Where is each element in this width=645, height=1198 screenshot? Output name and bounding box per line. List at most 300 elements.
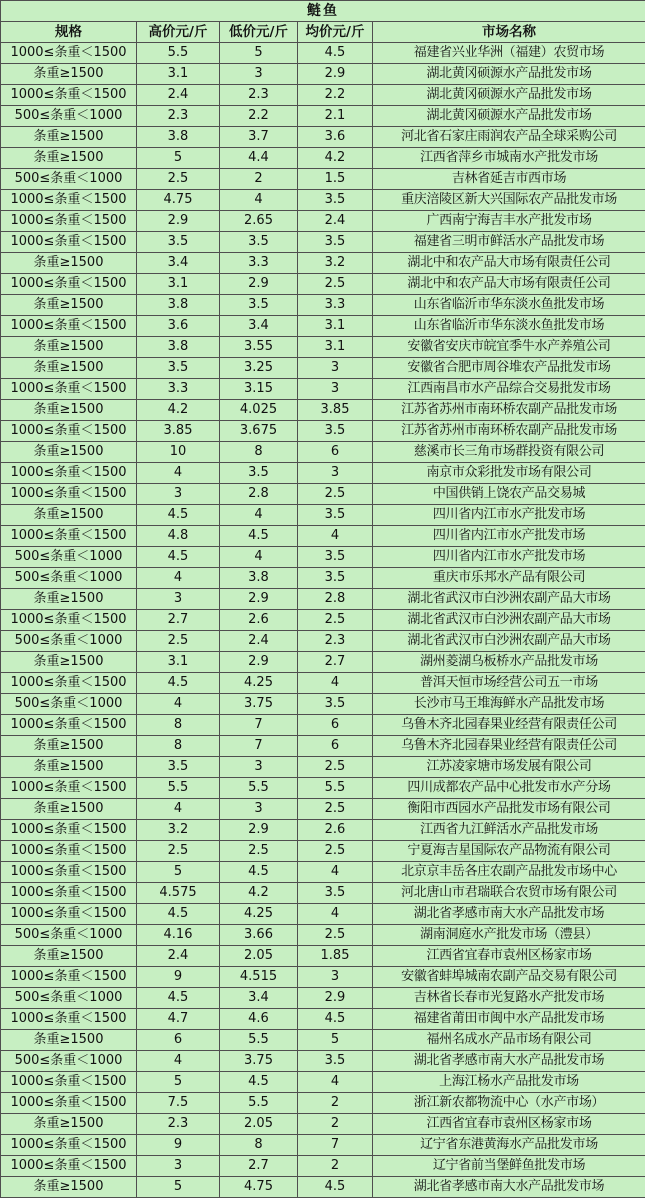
cell-high-price: 2.3 [137,106,220,127]
cell-spec: 1000≤条重＜1500 [1,967,137,988]
table-row [1,652,645,673]
cell-spec: 条重≥1500 [1,1114,137,1135]
cell-spec: 条重≥1500 [1,505,137,526]
cell-avg-price: 3.5 [298,190,373,211]
cell-avg-price: 2 [298,1156,373,1177]
cell-spec: 条重≥1500 [1,64,137,85]
cell-market-name: 江苏省苏州市南环桥农副产品批发市场 [373,421,645,442]
table-row [1,946,645,967]
cell-avg-price: 1.85 [298,946,373,967]
cell-high-price: 4.5 [137,988,220,1009]
cell-low-price: 3.55 [220,337,298,358]
cell-avg-price: 3.2 [298,253,373,274]
cell-avg-price: 3.5 [298,505,373,526]
cell-low-price: 2.3 [220,85,298,106]
cell-spec: 1000≤条重＜1500 [1,484,137,505]
cell-market-name: 安徽省合肥市周谷堆农产品批发市场 [373,358,645,379]
table-row [1,106,645,127]
cell-avg-price: 2.1 [298,106,373,127]
cell-spec: 1000≤条重＜1500 [1,232,137,253]
table-row [1,1177,645,1198]
header-spec: 规格 [1,22,137,43]
cell-low-price: 2.5 [220,841,298,862]
cell-avg-price: 3.5 [298,1051,373,1072]
cell-high-price: 5 [137,862,220,883]
cell-avg-price: 4.5 [298,1177,373,1198]
cell-avg-price: 6 [298,442,373,463]
cell-spec: 条重≥1500 [1,253,137,274]
table-row [1,379,645,400]
cell-avg-price: 2.8 [298,589,373,610]
cell-market-name: 湖北中和农产品大市场有限责任公司 [373,274,645,295]
table-row [1,778,645,799]
cell-spec: 1000≤条重＜1500 [1,190,137,211]
table-row [1,841,645,862]
table-row [1,463,645,484]
cell-spec: 条重≥1500 [1,589,137,610]
cell-avg-price: 3.5 [298,883,373,904]
cell-market-name: 河北唐山市君瑞联合农贸市场有限公司 [373,883,645,904]
cell-avg-price: 5 [298,1030,373,1051]
cell-spec: 500≤条重＜1000 [1,694,137,715]
cell-low-price: 7 [220,736,298,757]
cell-market-name: 湖北省孝感市南大水产品批发市场 [373,904,645,925]
cell-market-name: 上海江杨水产品批发市场 [373,1072,645,1093]
cell-low-price: 2.8 [220,484,298,505]
table-row [1,442,645,463]
cell-market-name: 吉林省延吉市西市场 [373,169,645,190]
title-row [1,1,645,22]
cell-market-name: 湖北黄冈硕源水产品批发市场 [373,85,645,106]
cell-avg-price: 2.5 [298,610,373,631]
cell-low-price: 2.2 [220,106,298,127]
cell-low-price: 2.4 [220,631,298,652]
cell-spec: 1000≤条重＜1500 [1,820,137,841]
table-row [1,295,645,316]
cell-market-name: 普洱天恒市场经营公司五一市场 [373,673,645,694]
cell-avg-price: 3.5 [298,547,373,568]
cell-market-name: 浙江新农都物流中心（水产市场） [373,1093,645,1114]
cell-spec: 500≤条重＜1000 [1,925,137,946]
cell-high-price: 5 [137,1177,220,1198]
cell-low-price: 2.9 [220,652,298,673]
cell-high-price: 9 [137,1135,220,1156]
cell-high-price: 3 [137,484,220,505]
cell-market-name: 衡阳市西园水产品批发市场有限公司 [373,799,645,820]
cell-avg-price: 5.5 [298,778,373,799]
cell-high-price: 3.8 [137,127,220,148]
cell-market-name: 四川成都农产品中心批发市水产分场 [373,778,645,799]
cell-market-name: 江西省萍乡市城南水产批发市场 [373,148,645,169]
table-row [1,43,645,64]
cell-low-price: 3.5 [220,463,298,484]
cell-spec: 1000≤条重＜1500 [1,904,137,925]
cell-spec: 1000≤条重＜1500 [1,778,137,799]
cell-high-price: 4 [137,463,220,484]
cell-market-name: 湖州菱湖乌板桥水产品批发市场 [373,652,645,673]
table-row [1,127,645,148]
cell-market-name: 福建省三明市鲜活水产品批发市场 [373,232,645,253]
cell-low-price: 2.7 [220,1156,298,1177]
cell-market-name: 四川省内江市水产批发市场 [373,547,645,568]
cell-high-price: 3.8 [137,337,220,358]
cell-market-name: 慈溪市长三角市场群投资有限公司 [373,442,645,463]
cell-spec: 1000≤条重＜1500 [1,1135,137,1156]
cell-high-price: 2.4 [137,946,220,967]
cell-avg-price: 4 [298,1072,373,1093]
cell-low-price: 5.5 [220,778,298,799]
cell-market-name: 广西南宁海吉丰水产批发市场 [373,211,645,232]
cell-market-name: 中国供销上饶农产品交易城 [373,484,645,505]
cell-low-price: 4.2 [220,883,298,904]
cell-spec: 500≤条重＜1000 [1,568,137,589]
cell-low-price: 3 [220,799,298,820]
cell-high-price: 3.8 [137,295,220,316]
cell-market-name: 湖北省武汉市白沙洲农副产品大市场 [373,589,645,610]
table-row [1,1093,645,1114]
cell-high-price: 7.5 [137,1093,220,1114]
cell-spec: 1000≤条重＜1500 [1,43,137,64]
cell-low-price: 3 [220,64,298,85]
cell-spec: 1000≤条重＜1500 [1,1093,137,1114]
cell-avg-price: 4 [298,526,373,547]
cell-high-price: 8 [137,736,220,757]
cell-spec: 条重≥1500 [1,358,137,379]
cell-market-name: 辽宁省东港黄海水产品批发市场 [373,1135,645,1156]
cell-low-price: 3.66 [220,925,298,946]
cell-high-price: 4.16 [137,925,220,946]
cell-high-price: 3.1 [137,274,220,295]
table-row [1,820,645,841]
cell-low-price: 7 [220,715,298,736]
cell-low-price: 3.3 [220,253,298,274]
cell-high-price: 2.3 [137,1114,220,1135]
cell-low-price: 3 [220,757,298,778]
cell-high-price: 4.5 [137,904,220,925]
table-row [1,190,645,211]
cell-market-name: 江西省九江鲜活水产品批发市场 [373,820,645,841]
table-row [1,400,645,421]
cell-high-price: 4.8 [137,526,220,547]
cell-avg-price: 4.5 [298,1009,373,1030]
cell-avg-price: 2.9 [298,988,373,1009]
table-row [1,862,645,883]
cell-avg-price: 1.5 [298,169,373,190]
table-row [1,253,645,274]
table-row [1,358,645,379]
cell-spec: 500≤条重＜1000 [1,169,137,190]
table-row [1,1072,645,1093]
cell-low-price: 3.75 [220,1051,298,1072]
cell-spec: 1000≤条重＜1500 [1,526,137,547]
cell-spec: 条重≥1500 [1,148,137,169]
cell-high-price: 4 [137,568,220,589]
cell-low-price: 4.515 [220,967,298,988]
cell-high-price: 5 [137,148,220,169]
cell-high-price: 4 [137,799,220,820]
table-row [1,64,645,85]
cell-spec: 条重≥1500 [1,799,137,820]
cell-high-price: 6 [137,1030,220,1051]
cell-low-price: 3.75 [220,694,298,715]
table-row [1,505,645,526]
cell-market-name: 福建省兴业华洲（福建）农贸市场 [373,43,645,64]
cell-high-price: 3 [137,1156,220,1177]
cell-market-name: 乌鲁木齐北园春果业经营有限责任公司 [373,715,645,736]
cell-market-name: 安徽省蚌埠城南农副产品交易有限公司 [373,967,645,988]
cell-market-name: 湖北省孝感市南大水产品批发市场 [373,1051,645,1072]
table-row [1,1051,645,1072]
cell-low-price: 4.25 [220,904,298,925]
cell-low-price: 3.7 [220,127,298,148]
table-row [1,232,645,253]
cell-high-price: 2.5 [137,631,220,652]
table-row [1,799,645,820]
cell-high-price: 5 [137,1072,220,1093]
cell-spec: 条重≥1500 [1,337,137,358]
cell-avg-price: 2.5 [298,484,373,505]
cell-avg-price: 3.1 [298,337,373,358]
table-row [1,316,645,337]
cell-avg-price: 3 [298,379,373,400]
header-market-name: 市场名称 [373,22,645,43]
cell-high-price: 4.2 [137,400,220,421]
table-row [1,1114,645,1135]
cell-high-price: 3.85 [137,421,220,442]
table-row [1,337,645,358]
cell-avg-price: 2.3 [298,631,373,652]
cell-avg-price: 3.5 [298,232,373,253]
cell-low-price: 8 [220,1135,298,1156]
cell-avg-price: 4 [298,862,373,883]
cell-high-price: 5.5 [137,43,220,64]
cell-high-price: 3.6 [137,316,220,337]
cell-market-name: 南京市众彩批发市场有限公司 [373,463,645,484]
cell-low-price: 3.25 [220,358,298,379]
cell-spec: 500≤条重＜1000 [1,106,137,127]
table-row [1,988,645,1009]
cell-avg-price: 3.5 [298,694,373,715]
cell-low-price: 4.4 [220,148,298,169]
cell-market-name: 湖北黄冈硕源水产品批发市场 [373,64,645,85]
header-low-price: 低价元/斤 [220,22,298,43]
cell-spec: 1000≤条重＜1500 [1,316,137,337]
cell-avg-price: 2 [298,1114,373,1135]
cell-spec: 1000≤条重＜1500 [1,862,137,883]
cell-market-name: 辽宁省前当堡鲜鱼批发市场 [373,1156,645,1177]
cell-low-price: 4 [220,190,298,211]
cell-high-price: 3.3 [137,379,220,400]
cell-avg-price: 6 [298,736,373,757]
cell-spec: 1000≤条重＜1500 [1,85,137,106]
cell-low-price: 3.15 [220,379,298,400]
cell-market-name: 湖南洞庭水产批发市场（澧县） [373,925,645,946]
cell-spec: 条重≥1500 [1,127,137,148]
table-title: 鲢鱼 [1,1,645,22]
table-row [1,484,645,505]
cell-spec: 条重≥1500 [1,1030,137,1051]
cell-high-price: 2.4 [137,85,220,106]
header-row [1,22,645,43]
cell-spec: 条重≥1500 [1,946,137,967]
cell-low-price: 2.05 [220,946,298,967]
cell-spec: 1000≤条重＜1500 [1,1072,137,1093]
table-row [1,568,645,589]
cell-high-price: 9 [137,967,220,988]
cell-spec: 1000≤条重＜1500 [1,274,137,295]
cell-spec: 条重≥1500 [1,757,137,778]
cell-low-price: 4.75 [220,1177,298,1198]
table-row [1,883,645,904]
cell-high-price: 3.5 [137,358,220,379]
cell-high-price: 4.75 [137,190,220,211]
cell-spec: 1000≤条重＜1500 [1,463,137,484]
cell-spec: 1000≤条重＜1500 [1,1156,137,1177]
cell-high-price: 4.5 [137,547,220,568]
cell-avg-price: 4.2 [298,148,373,169]
cell-low-price: 3.8 [220,568,298,589]
cell-high-price: 3 [137,589,220,610]
cell-low-price: 4.5 [220,526,298,547]
cell-low-price: 4.5 [220,1072,298,1093]
cell-market-name: 北京京丰岳各庄农副产品批发市场中心 [373,862,645,883]
cell-low-price: 2.9 [220,820,298,841]
cell-avg-price: 4 [298,904,373,925]
cell-low-price: 8 [220,442,298,463]
cell-market-name: 乌鲁木齐北园春果业经营有限责任公司 [373,736,645,757]
cell-high-price: 2.7 [137,610,220,631]
cell-high-price: 10 [137,442,220,463]
cell-high-price: 8 [137,715,220,736]
cell-low-price: 4.25 [220,673,298,694]
cell-low-price: 4 [220,547,298,568]
cell-spec: 条重≥1500 [1,442,137,463]
cell-market-name: 湖北省孝感市南大水产品批发市场 [373,1177,645,1198]
cell-low-price: 2.6 [220,610,298,631]
table-row [1,526,645,547]
cell-market-name: 湖北省武汉市白沙洲农副产品大市场 [373,610,645,631]
cell-market-name: 湖北省武汉市白沙洲农副产品大市场 [373,631,645,652]
cell-avg-price: 2.6 [298,820,373,841]
table-row [1,673,645,694]
cell-avg-price: 2.9 [298,64,373,85]
cell-high-price: 4.7 [137,1009,220,1030]
table-row [1,1009,645,1030]
cell-spec: 1000≤条重＜1500 [1,715,137,736]
cell-low-price: 4.6 [220,1009,298,1030]
table-row [1,547,645,568]
cell-low-price: 5.5 [220,1093,298,1114]
cell-low-price: 4 [220,505,298,526]
cell-market-name: 安徽省安庆市皖宜季牛水产养殖公司 [373,337,645,358]
cell-market-name: 重庆涪陵区新大兴国际农产品批发市场 [373,190,645,211]
cell-low-price: 2.05 [220,1114,298,1135]
cell-market-name: 山东省临沂市华东淡水鱼批发市场 [373,316,645,337]
table-row [1,694,645,715]
cell-high-price: 2.5 [137,169,220,190]
cell-avg-price: 2.5 [298,274,373,295]
cell-high-price: 4.575 [137,883,220,904]
cell-spec: 500≤条重＜1000 [1,988,137,1009]
cell-avg-price: 2.5 [298,757,373,778]
cell-market-name: 湖北中和农产品大市场有限责任公司 [373,253,645,274]
cell-spec: 条重≥1500 [1,736,137,757]
cell-market-name: 四川省内江市水产批发市场 [373,526,645,547]
table-row [1,610,645,631]
cell-high-price: 4 [137,1051,220,1072]
cell-spec: 1000≤条重＜1500 [1,673,137,694]
cell-spec: 条重≥1500 [1,1177,137,1198]
cell-market-name: 江西省宜春市袁州区杨家市场 [373,1114,645,1135]
cell-avg-price: 3.3 [298,295,373,316]
cell-low-price: 5.5 [220,1030,298,1051]
cell-market-name: 江西省宜春市袁州区杨家市场 [373,946,645,967]
cell-spec: 1000≤条重＜1500 [1,1009,137,1030]
cell-spec: 500≤条重＜1000 [1,1051,137,1072]
cell-market-name: 江苏凌家塘市场发展有限公司 [373,757,645,778]
table-row [1,1156,645,1177]
table-row [1,631,645,652]
cell-low-price: 2 [220,169,298,190]
cell-market-name: 山东省临沂市华东淡水鱼批发市场 [373,295,645,316]
cell-high-price: 3.5 [137,757,220,778]
cell-spec: 500≤条重＜1000 [1,547,137,568]
cell-low-price: 2.65 [220,211,298,232]
cell-avg-price: 2 [298,1093,373,1114]
cell-spec: 条重≥1500 [1,295,137,316]
cell-low-price: 3.675 [220,421,298,442]
table-row [1,904,645,925]
table-row [1,148,645,169]
cell-market-name: 河北省石家庄雨润农产品全球采购公司 [373,127,645,148]
cell-low-price: 3.4 [220,988,298,1009]
table-row [1,211,645,232]
cell-market-name: 吉林省长春市光复路水产批发市场 [373,988,645,1009]
cell-high-price: 3.2 [137,820,220,841]
cell-avg-price: 7 [298,1135,373,1156]
cell-spec: 条重≥1500 [1,400,137,421]
table-row [1,274,645,295]
cell-market-name: 重庆市乐邦水产品有限公司 [373,568,645,589]
cell-low-price: 4.5 [220,862,298,883]
cell-low-price: 2.9 [220,274,298,295]
cell-market-name: 四川省内江市水产批发市场 [373,505,645,526]
cell-low-price: 4.025 [220,400,298,421]
cell-low-price: 2.9 [220,589,298,610]
table-row [1,967,645,988]
cell-low-price: 3.5 [220,295,298,316]
cell-avg-price: 2.2 [298,85,373,106]
cell-high-price: 3.1 [137,64,220,85]
cell-market-name: 湖北黄冈硕源水产品批发市场 [373,106,645,127]
cell-high-price: 5.5 [137,778,220,799]
cell-avg-price: 3.5 [298,421,373,442]
cell-avg-price: 2.7 [298,652,373,673]
cell-high-price: 4.5 [137,505,220,526]
cell-market-name: 江西南昌市水产品综合交易批发市场 [373,379,645,400]
cell-spec: 条重≥1500 [1,652,137,673]
cell-avg-price: 2.5 [298,925,373,946]
cell-avg-price: 4.5 [298,43,373,64]
table-row [1,715,645,736]
cell-spec: 1000≤条重＜1500 [1,211,137,232]
cell-market-name: 福州名成水产品市场有限公司 [373,1030,645,1051]
cell-avg-price: 3 [298,358,373,379]
cell-spec: 1000≤条重＜1500 [1,841,137,862]
cell-high-price: 4.5 [137,673,220,694]
table-row [1,589,645,610]
table-row [1,85,645,106]
